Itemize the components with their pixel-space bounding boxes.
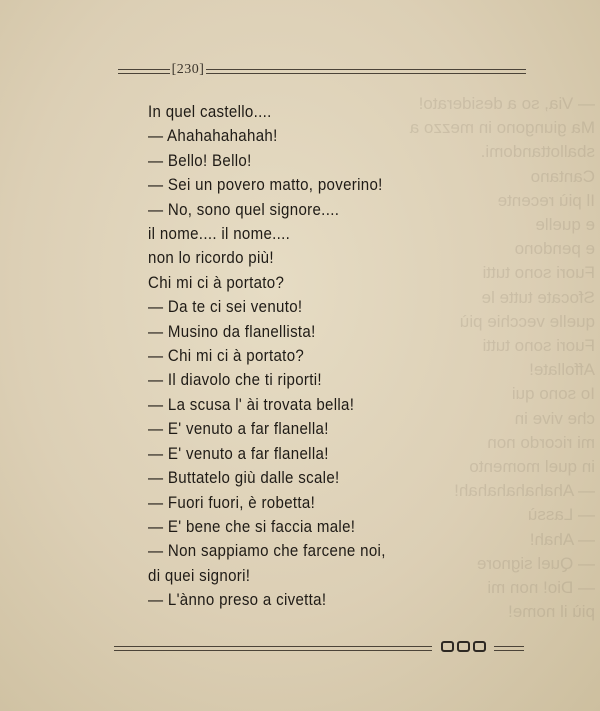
text-line: — Buttatelo giù dalle scale! xyxy=(148,469,340,488)
text-line: — Musino da flanellista! xyxy=(148,322,316,341)
text-line: — Non sappiamo che farcene noi, xyxy=(148,542,386,561)
ornament-box xyxy=(441,641,454,652)
text-line: non lo ricordo più! xyxy=(148,249,274,268)
text-line: di quei signori! xyxy=(148,566,251,585)
text-line: — E' venuto a far flanella! xyxy=(148,420,329,439)
show-through-text: — Via, so a desiderato! Ma giungono in mezzo a sballottandomi. Cantano Il più recente e quelle e pendono Fuori sono tutti Sfocate tutte le quelle vecchie più Fuori sono tutti Affollate! Io sono qui che vive in mi ricordo non in quel momento — Ahahahahahah! — Lassù — Ahah! — Quel signore — Dio! non mi più il nome! xyxy=(409,94,595,622)
header-rule-left xyxy=(118,69,170,74)
text-line: — Sei un povero matto, poverino! xyxy=(148,176,383,195)
text-line: — No, sono quel signore.... xyxy=(148,200,340,219)
page-footer xyxy=(114,640,524,656)
ornament-box xyxy=(457,641,470,652)
text-line: — Ahahahahahah! xyxy=(148,127,278,146)
text-line: — Il diavolo che ti riporti! xyxy=(148,371,322,390)
text-line: — La scusa l' ài trovata bella! xyxy=(148,395,355,414)
ornament-box xyxy=(473,641,486,652)
text-line: In quel castello.... xyxy=(148,103,272,121)
text-line: — E' bene che si faccia male! xyxy=(148,517,356,536)
text-line: — Chi mi ci à portato? xyxy=(148,347,305,366)
poem-text xyxy=(148,100,386,613)
header-rule-right xyxy=(206,69,526,74)
footer-rule-left xyxy=(114,646,432,651)
text-line: — Bello! Bello! xyxy=(148,151,252,170)
triple-box-ornament-icon xyxy=(435,641,491,655)
footer-rule-right xyxy=(494,646,524,651)
page-header xyxy=(118,62,526,82)
text-line: — Da te ci sei venuto! xyxy=(148,298,303,317)
text-line: — E' venuto a far flanella! xyxy=(148,444,329,463)
text-line: Chi mi ci à portato? xyxy=(148,273,285,292)
text-line: — Fuori fuori, è robetta! xyxy=(148,493,316,512)
text-line: il nome.... il nome.... xyxy=(148,225,291,244)
text-line: — L'ànno preso a civetta! xyxy=(148,591,327,610)
page-number: [230] xyxy=(171,62,205,77)
